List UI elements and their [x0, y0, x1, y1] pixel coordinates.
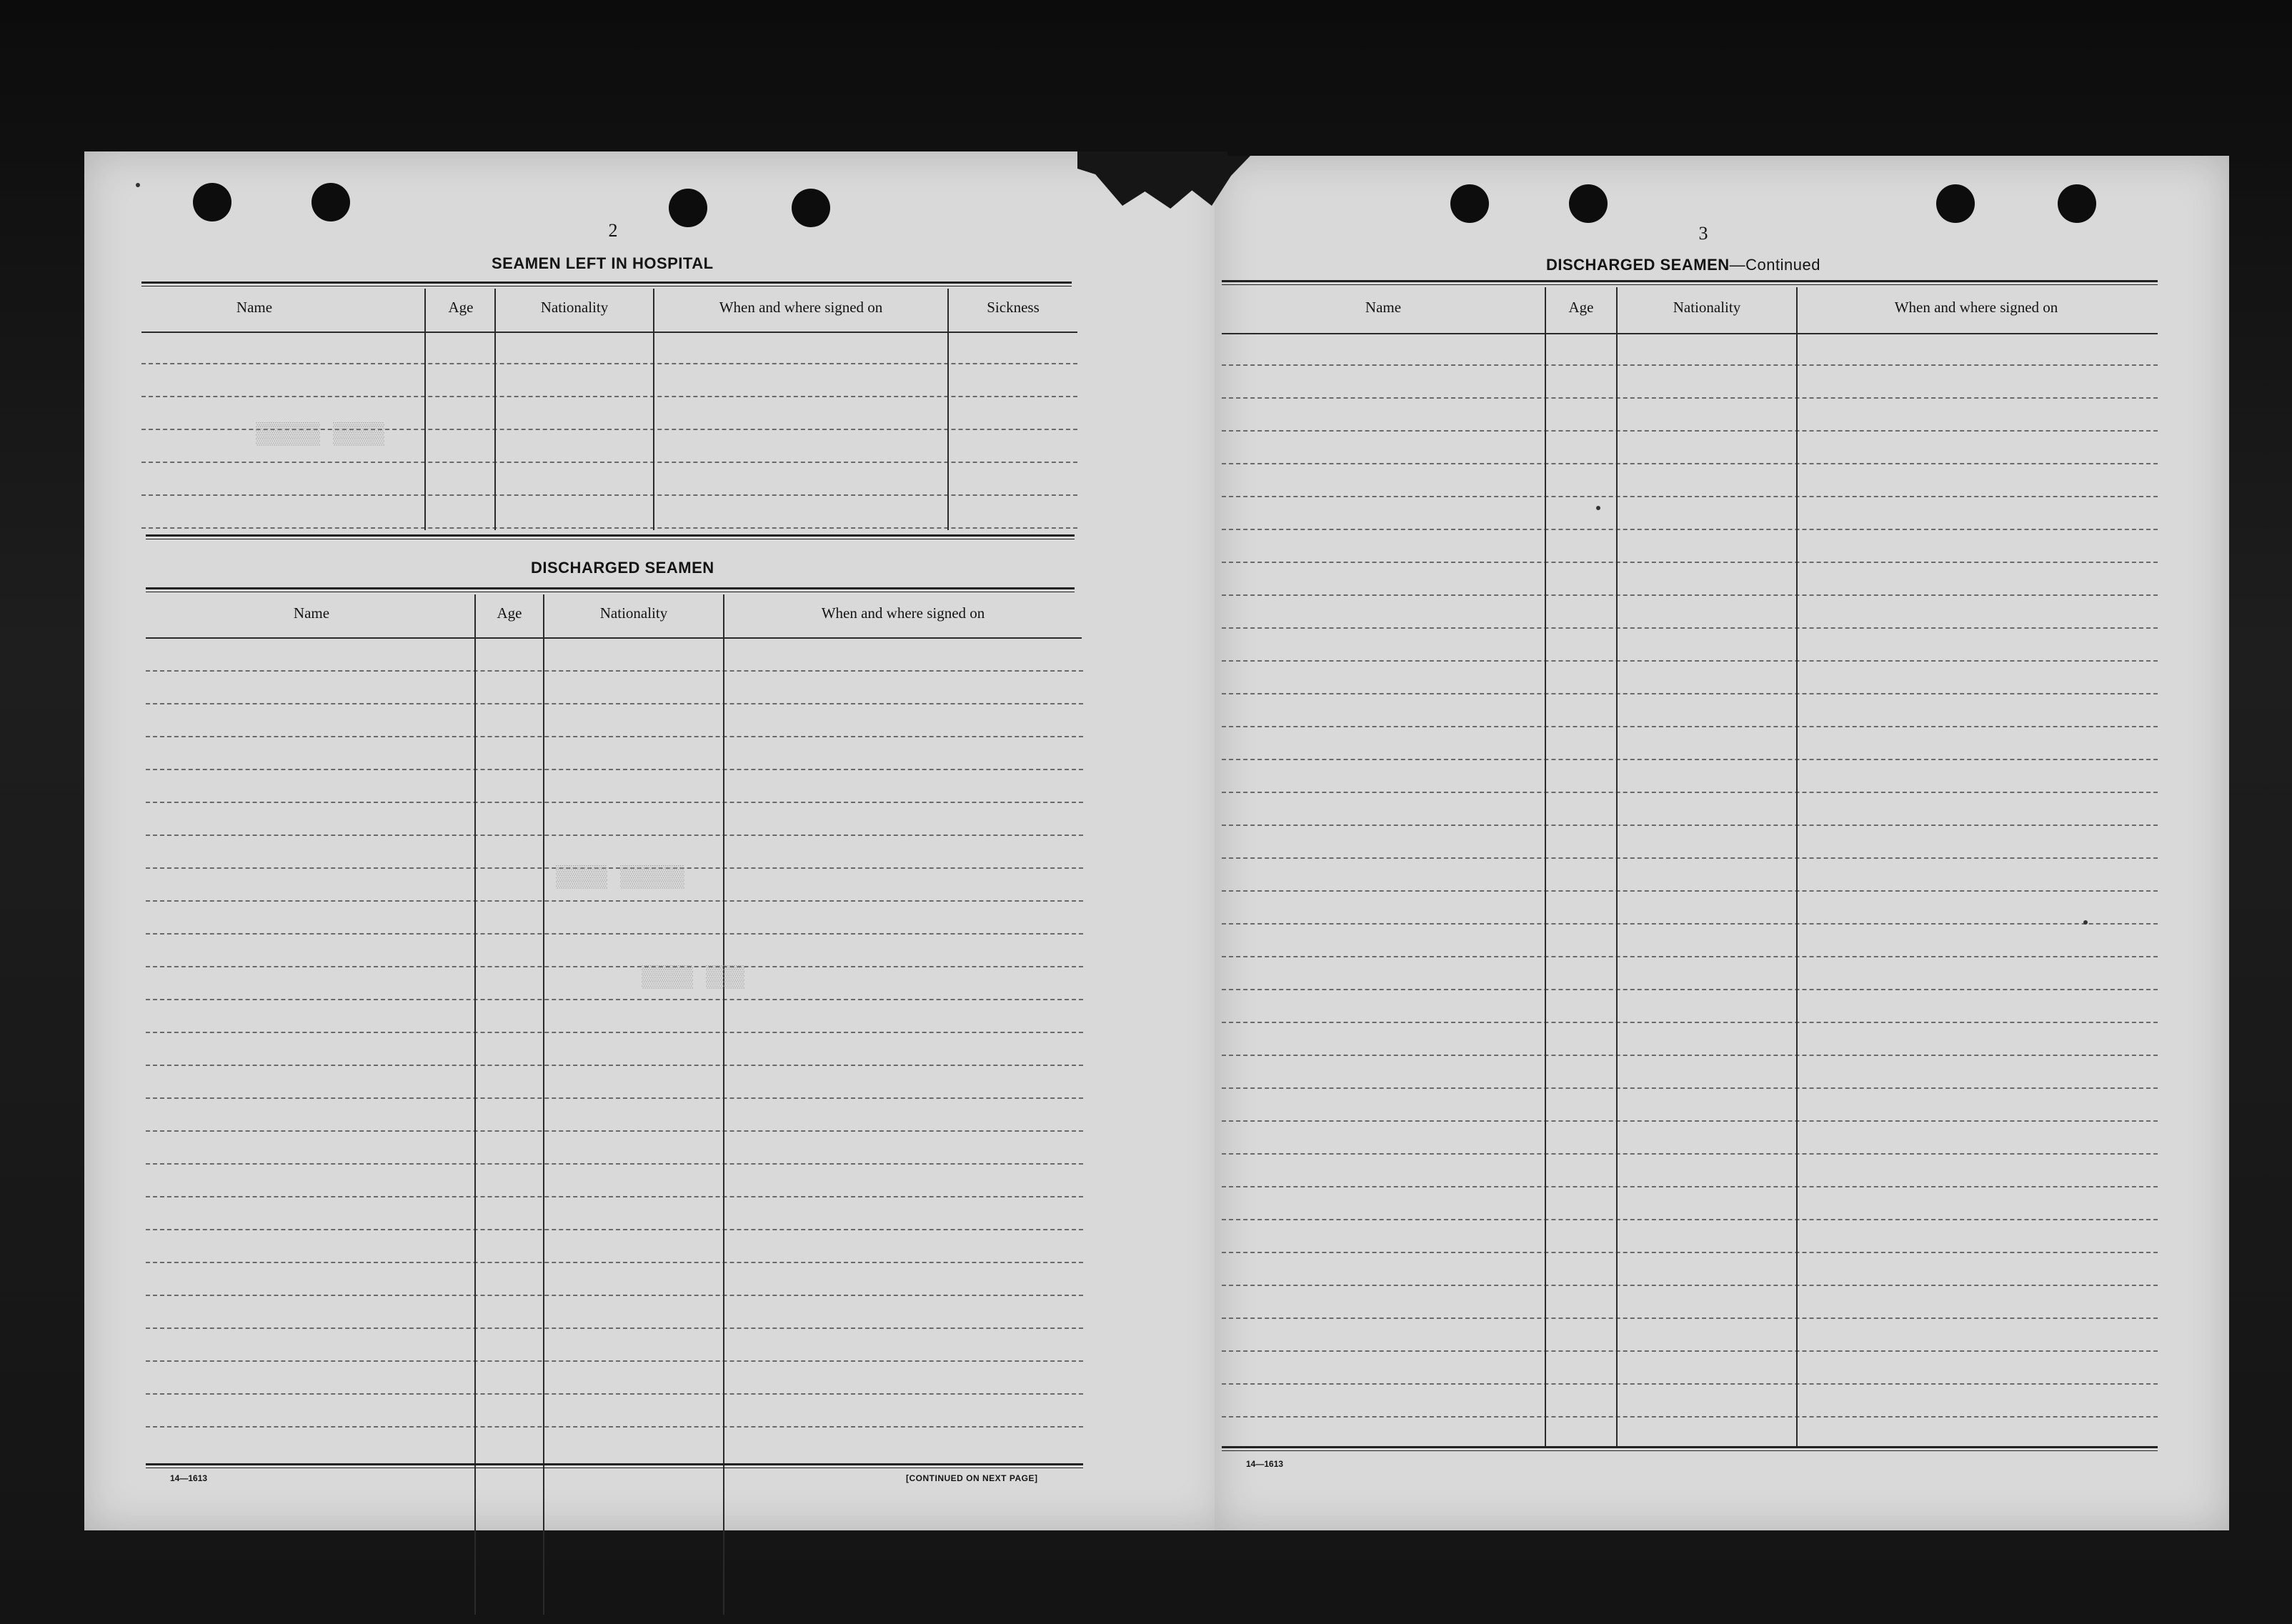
punch-hole	[193, 183, 231, 221]
speck	[1596, 506, 1600, 510]
bleed-through-mark: ▒▒▒▒ ▒▒▒▒▒	[256, 423, 385, 447]
row-line	[146, 1196, 1083, 1197]
row-line	[1222, 430, 2158, 432]
row-line	[146, 835, 1083, 836]
column-divider	[543, 594, 544, 1615]
column-header-signed-on: When and where signed on	[821, 604, 985, 622]
page-number: 2	[608, 220, 618, 241]
row-line	[1222, 594, 2158, 596]
punch-hole	[312, 183, 350, 221]
column-header-age: Age	[448, 299, 474, 316]
bleed-through-mark: ▒▒▒▒▒ ▒▒▒▒	[556, 866, 685, 890]
punch-hole	[2058, 184, 2096, 223]
double-rule	[146, 1463, 1083, 1468]
column-divider	[1616, 287, 1618, 1446]
double-rule	[146, 534, 1075, 539]
row-line	[1222, 660, 2158, 662]
double-rule	[146, 587, 1075, 592]
hospital-section-title: SEAMEN LEFT IN HOSPITAL	[492, 254, 714, 272]
row-line	[1222, 1087, 2158, 1089]
column-header-sickness: Sickness	[987, 299, 1040, 316]
row-line	[141, 396, 1077, 397]
column-header-name: Name	[236, 299, 273, 316]
punch-hole	[1936, 184, 1975, 223]
column-header-name: Name	[293, 604, 330, 622]
row-line	[146, 736, 1083, 737]
column-divider	[494, 289, 496, 530]
row-line	[1222, 1153, 2158, 1155]
section-title-suffix: —Continued	[1729, 256, 1820, 274]
row-line	[1222, 857, 2158, 859]
row-line	[146, 1360, 1083, 1362]
double-rule	[141, 282, 1072, 287]
row-line	[146, 1130, 1083, 1132]
row-line	[146, 1065, 1083, 1066]
row-line	[146, 802, 1083, 803]
row-line	[146, 1262, 1083, 1263]
row-line	[1222, 956, 2158, 957]
header-rule	[141, 332, 1077, 333]
row-line	[146, 900, 1083, 902]
punch-hole	[669, 189, 707, 227]
row-line	[146, 966, 1083, 967]
row-line	[1222, 562, 2158, 563]
row-line	[1222, 496, 2158, 497]
page-number: 3	[1698, 223, 1708, 244]
punch-hole	[792, 189, 830, 227]
row-line	[146, 1426, 1083, 1428]
row-line	[1222, 1120, 2158, 1122]
row-line	[1222, 825, 2158, 826]
row-line	[1222, 759, 2158, 760]
row-line	[146, 1097, 1083, 1099]
row-line	[141, 527, 1077, 529]
row-line	[1222, 989, 2158, 990]
column-header-signed-on: When and where signed on	[1894, 299, 2058, 316]
row-line	[1222, 1317, 2158, 1319]
row-line	[1222, 397, 2158, 399]
column-header-nationality: Nationality	[1673, 299, 1741, 316]
column-divider	[653, 289, 654, 530]
punch-hole	[1569, 184, 1608, 223]
row-line	[146, 933, 1083, 935]
row-line	[1222, 1383, 2158, 1385]
column-divider	[1545, 287, 1546, 1446]
row-line	[1222, 1285, 2158, 1286]
double-rule	[1222, 1446, 2158, 1451]
row-line	[146, 1393, 1083, 1395]
section-title-main: DISCHARGED SEAMEN	[1546, 256, 1730, 274]
row-line	[146, 1327, 1083, 1329]
row-line	[1222, 1416, 2158, 1418]
column-divider	[723, 594, 724, 1615]
speck	[136, 183, 140, 187]
left-page	[84, 151, 1227, 1530]
row-line	[146, 703, 1083, 704]
double-rule	[1222, 280, 2158, 285]
row-line	[1222, 1055, 2158, 1056]
row-line	[1222, 1252, 2158, 1253]
row-line	[1222, 1186, 2158, 1187]
header-rule	[1222, 333, 2158, 334]
row-line	[146, 1163, 1083, 1165]
column-header-signed-on: When and where signed on	[719, 299, 883, 316]
row-line	[146, 769, 1083, 770]
row-line	[1222, 792, 2158, 793]
column-header-nationality: Nationality	[540, 299, 609, 316]
row-line	[146, 1295, 1083, 1296]
column-divider	[947, 289, 949, 530]
row-line	[1222, 529, 2158, 530]
row-line	[141, 462, 1077, 463]
column-divider	[474, 594, 476, 1615]
column-header-age: Age	[1568, 299, 1594, 316]
row-line	[1222, 364, 2158, 366]
row-line	[146, 1032, 1083, 1033]
bleed-through-mark: ▒▒▒ ▒▒▒▒	[642, 966, 745, 990]
column-header-nationality: Nationality	[599, 604, 668, 622]
row-line	[1222, 1219, 2158, 1220]
row-line	[141, 494, 1077, 496]
row-line	[1222, 693, 2158, 694]
row-line	[1222, 890, 2158, 892]
continued-note: [CONTINUED ON NEXT PAGE]	[906, 1473, 1038, 1483]
header-rule	[146, 637, 1082, 639]
row-line	[146, 1229, 1083, 1230]
row-line	[1222, 627, 2158, 629]
row-line	[1222, 463, 2158, 464]
column-header-age: Age	[497, 604, 522, 622]
row-line	[1222, 1350, 2158, 1352]
column-header-name: Name	[1365, 299, 1402, 316]
discharged-section-title: DISCHARGED SEAMEN	[531, 559, 714, 577]
punch-hole	[1450, 184, 1489, 223]
row-line	[1222, 923, 2158, 925]
form-number: 14—1613	[1246, 1459, 1284, 1469]
right-page	[1215, 156, 2229, 1530]
column-divider	[1796, 287, 1798, 1446]
form-number: 14—1613	[170, 1473, 208, 1483]
section-title	[1546, 256, 1820, 274]
row-line	[146, 999, 1083, 1000]
speck	[2083, 920, 2088, 925]
row-line	[1222, 726, 2158, 727]
row-line	[141, 363, 1077, 364]
column-divider	[424, 289, 426, 530]
row-line	[146, 670, 1083, 672]
row-line	[1222, 1022, 2158, 1023]
